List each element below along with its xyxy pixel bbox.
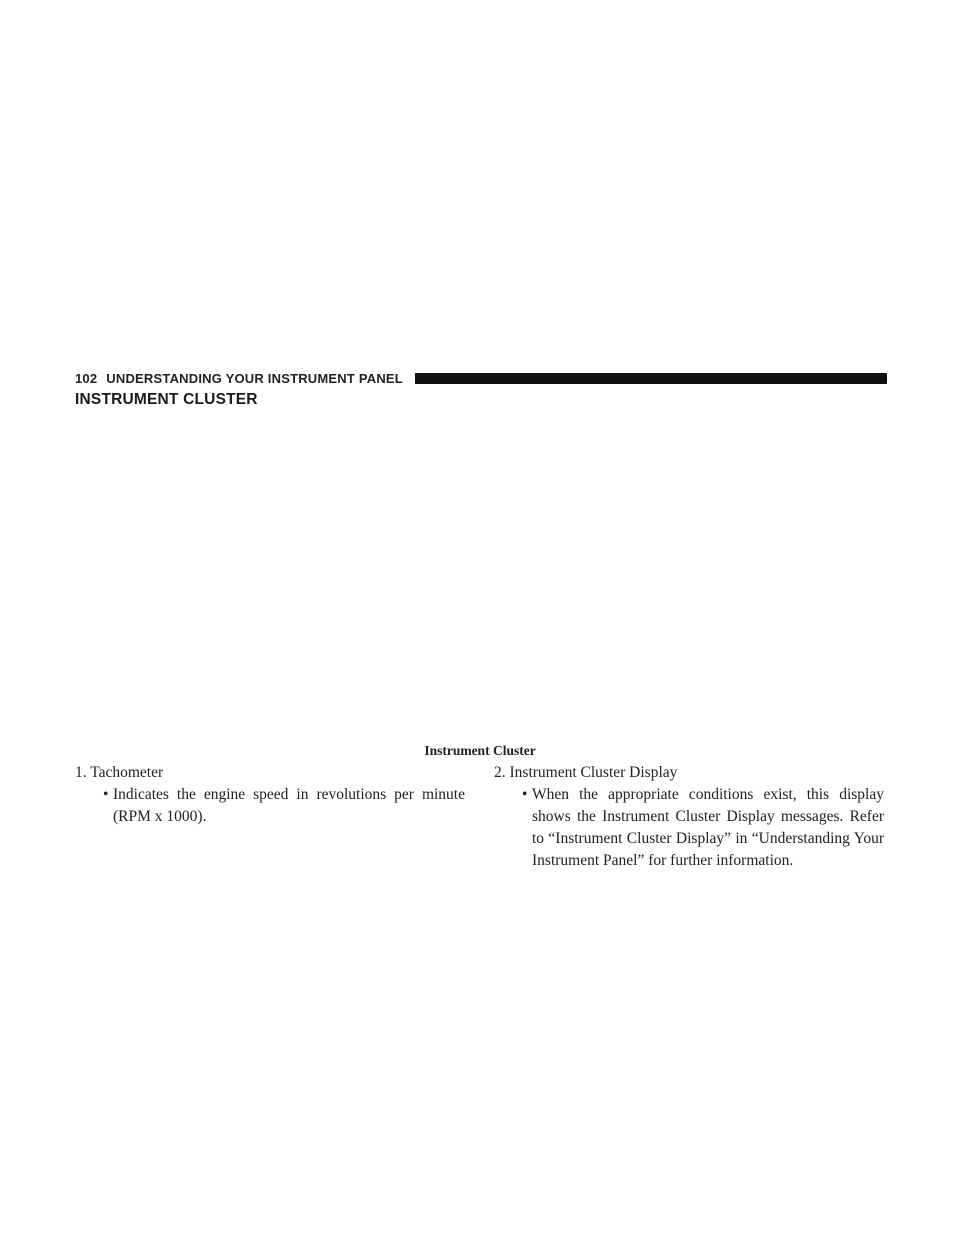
instrument-cluster-figure [75, 418, 887, 738]
page-number: 102 [75, 370, 98, 386]
item-instrument-cluster-display [494, 762, 884, 872]
list-item [75, 784, 465, 828]
bullet-text: When the appropriate conditions exist, this display shows the Instrument Cluster Display messages. Refer to “Instrument Cluster Display” in “Understanding Your Instrument Panel” for further information. [532, 786, 884, 869]
bullet-text: Indicates the engine speed in revolutions per minute (RPM x 1000). [113, 786, 465, 825]
bullet-icon: • [522, 786, 528, 803]
item-title: 1. Tachometer [75, 764, 164, 781]
page-header [75, 370, 887, 386]
figure-caption: Instrument Cluster [424, 743, 536, 758]
header-rule [415, 373, 887, 384]
bullet-icon: • [103, 786, 109, 803]
list-item [494, 784, 884, 872]
section-title: INSTRUMENT CLUSTER [75, 391, 258, 408]
item-tachometer [75, 762, 465, 828]
item-title: 2. Instrument Cluster Display [494, 764, 678, 781]
running-head: UNDERSTANDING YOUR INSTRUMENT PANEL [106, 370, 403, 386]
